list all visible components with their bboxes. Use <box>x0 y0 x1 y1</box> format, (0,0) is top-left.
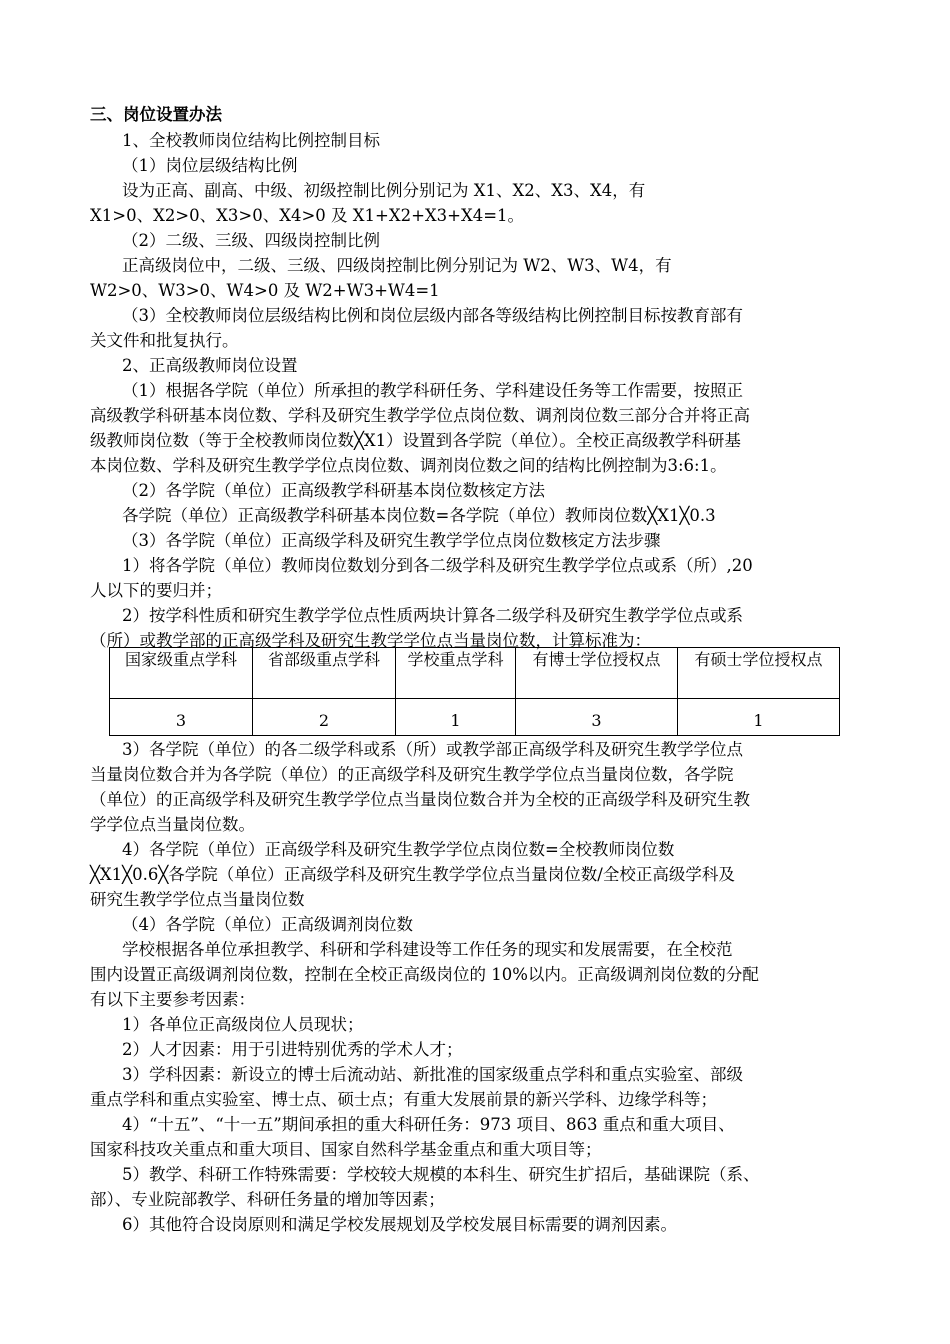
paragraph-line: （2）各学院（单位）正高级教学科研基本岗位数核定方法 <box>122 481 545 500</box>
paragraph-line: 正高级岗位中，二级、三级、四级岗控制比例分别记为 W2、W3、W4，有 <box>122 256 672 275</box>
paragraph-line: 2）按学科性质和研究生教学学位点性质两块计算各二级学科及研究生教学学位点或系 <box>122 606 743 625</box>
paragraph-line: （4）各学院（单位）正高级调剂岗位数 <box>122 915 413 934</box>
paragraph-line: 4）各学院（单位）正高级学科及研究生教学学位点岗位数=全校教师岗位数 <box>122 840 675 859</box>
paragraph-line: 重点学科和重点实验室、博士点、硕士点；有重大发展前景的新兴学科、边缘学科等； <box>90 1090 717 1109</box>
paragraph-line: （3）全校教师岗位层级结构比例和岗位层级内部各等级结构比例控制目标按教育部有 <box>122 306 743 325</box>
table-row <box>110 699 840 736</box>
paragraph-line: （1）根据各学院（单位）所承担的教学科研任务、学科建设任务等工作需要，按照正 <box>122 381 743 400</box>
table-header-cell: 省部级重点学科 <box>253 648 396 699</box>
paragraph-line: 人以下的要归并； <box>90 581 222 600</box>
table-header-row <box>110 648 840 699</box>
paragraph-line: 当量岗位数合并为各学院（单位）的正高级学科及研究生教学学位点当量岗位数，各学院 <box>90 765 734 784</box>
paragraph-line: X1>0、X2>0、X3>0、X4>0 及 X1+X2+X3+X4=1。 <box>90 206 525 225</box>
paragraph-line: 各学院（单位）正高级教学科研基本岗位数=各学院（单位）教师岗位数╳X1╳0.3 <box>122 506 716 525</box>
table-header-cell: 学校重点学科 <box>396 648 516 699</box>
paragraph-line: 围内设置正高级调剂岗位数，控制在全校正高级岗位的 10%以内。正高级调剂岗位数的分配 <box>90 965 759 984</box>
table-header-cell: 有硕士学位授权点 <box>678 648 840 699</box>
paragraph-line: ╳X1╳0.6╳各学院（单位）正高级学科及研究生教学学位点当量岗位数/全校正高级学科及 <box>90 865 735 884</box>
paragraph-line: 级教师岗位数（等于全校教师岗位数╳X1）设置到各学院（单位）。全校正高级教学科研基 <box>90 431 741 450</box>
paragraph-line: 2、正高级教师岗位设置 <box>122 356 298 375</box>
paragraph-line: 高级教学科研基本岗位数、学科及研究生教学学位点岗位数、调剂岗位数三部分合并将正高 <box>90 406 750 425</box>
paragraph-line: 设为正高、副高、中级、初级控制比例分别记为 X1、X2、X3、X4，有 <box>122 181 646 200</box>
table-header-cell: 国家级重点学科 <box>110 648 253 699</box>
paragraph-line: 1）各单位正高级岗位人员现状； <box>122 1015 364 1034</box>
paragraph-line: 3）学科因素：新设立的博士后流动站、新批准的国家级重点学科和重点实验室、部级 <box>122 1065 743 1084</box>
paragraph-line: （所）或教学部的正高级学科及研究生教学学位点当量岗位数，计算标准为： <box>90 631 651 650</box>
standard-table <box>109 647 840 736</box>
paragraph-line: 本岗位数、学科及研究生教学学位点岗位数、调剂岗位数之间的结构比例控制为3:6:1。 <box>90 456 727 475</box>
table-header-cell: 有博士学位授权点 <box>516 648 678 699</box>
paragraph-line: （3）各学院（单位）正高级学科及研究生教学学位点岗位数核定方法步骤 <box>122 531 661 550</box>
paragraph-line: 1、全校教师岗位结构比例控制目标 <box>122 131 380 150</box>
paragraph-line: 关文件和批复执行。 <box>90 331 239 350</box>
paragraph-line: 1）将各学院（单位）教师岗位数划分到各二级学科及研究生教学学位点或系（所）,20 <box>122 556 753 575</box>
paragraph-line: （1）岗位层级结构比例 <box>122 156 298 175</box>
table-cell: 1 <box>396 699 516 736</box>
paragraph-line: 3）各学院（单位）的各二级学科或系（所）或教学部正高级学科及研究生教学学位点 <box>122 740 743 759</box>
paragraph-line: 学校根据各单位承担教学、科研和学科建设等工作任务的现实和发展需要，在全校范 <box>122 940 733 959</box>
paragraph-line: 2）人才因素：用于引进特别优秀的学术人才； <box>122 1040 463 1059</box>
paragraph-line: 有以下主要参考因素： <box>90 990 255 1009</box>
table-cell: 3 <box>110 699 253 736</box>
table-cell: 2 <box>253 699 396 736</box>
paragraph-line: 5）教学、科研工作特殊需要：学校较大规模的本科生、研究生扩招后，基础课院（系、 <box>122 1165 760 1184</box>
paragraph-line: 4）“十五”、“十一五”期间承担的重大科研任务：973 项目、863 重点和重大项目、 <box>122 1115 735 1134</box>
table-cell: 3 <box>516 699 678 736</box>
section-heading: 三、岗位设置办法 <box>90 105 222 124</box>
paragraph-line: （单位）的正高级学科及研究生教学学位点当量岗位数合并为全校的正高级学科及研究生教 <box>90 790 750 809</box>
paragraph-line: W2>0、W3>0、W4>0 及 W2+W3+W4=1 <box>90 281 440 300</box>
paragraph-line: 国家科技攻关重点和重大项目、国家自然科学基金重点和重大项目等； <box>90 1140 602 1159</box>
paragraph-line: 研究生教学学位点当量岗位数 <box>90 890 305 909</box>
table-cell: 1 <box>678 699 840 736</box>
paragraph-line: 部）、专业院部教学、科研任务量的增加等因素； <box>90 1190 445 1209</box>
paragraph-line: （2）二级、三级、四级岗控制比例 <box>122 231 380 250</box>
paragraph-line: 学学位点当量岗位数。 <box>90 815 255 834</box>
paragraph-line: 6）其他符合设岗原则和满足学校发展规划及学校发展目标需要的调剂因素。 <box>122 1215 677 1234</box>
